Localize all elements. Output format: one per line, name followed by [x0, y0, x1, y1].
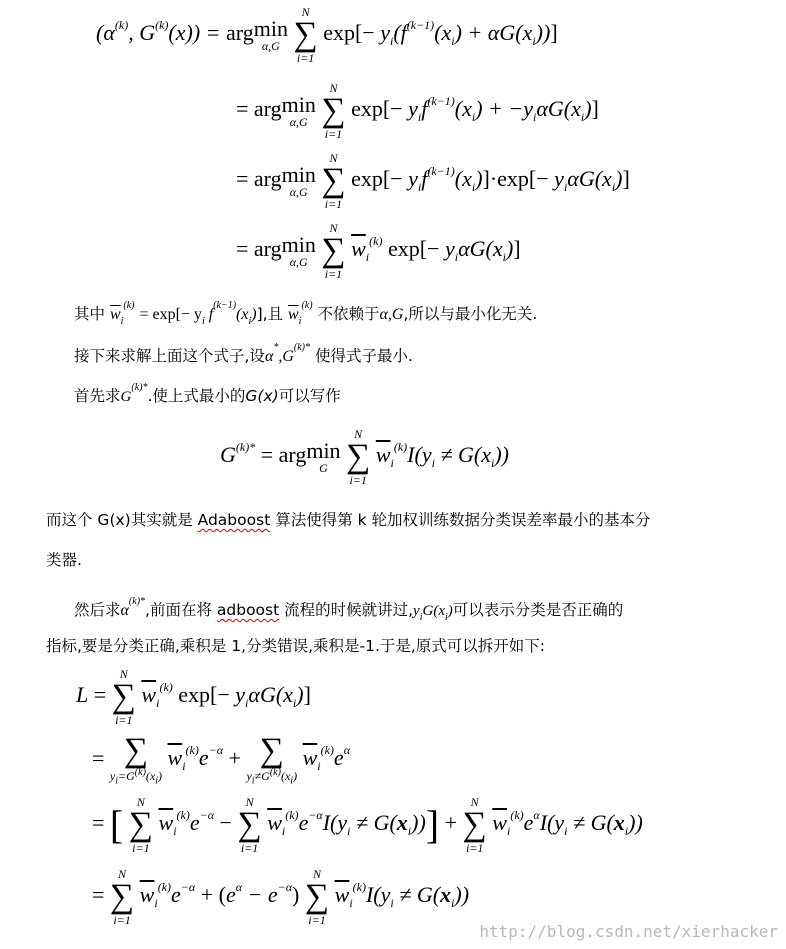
paragraph-6: 指标,要是分类正确,乘积是 1,分类错误,乘积是-1.于是,原式可以拆开如下:	[46, 637, 546, 655]
equation-2: = arg min α,G N ∑ i=1 $\exp[- y_if^{(k-1)}(x_i) + -y_i\alpha G(x_i)]$	[236, 81, 599, 141]
equation-8: = [ N ∑ i=1 $\overline{w}_i^{(k)}e^{-\alpha}$ − N ∑ i=1 $\overline{w}_i^{(k)}e^{-\alpha}I(y_i \ne G(x_i))$] + N ∑ i=1 $\overline{w}_i^{(k)}e^\alpha I(y_i \ne G(x_i))$	[92, 795, 643, 855]
paragraph-4: 而这个 G(x)其实就是 Adaboost 算法使得第 k 轮加权训练数据分类误差率最小的基本分	[46, 511, 651, 529]
spellcheck-word-adboost: adboost	[216, 601, 280, 619]
paragraph-1: 其中 $\overline{w}_i^{(k)} = \exp[- y_i$ $f^{(k-1)}(x_i)$],且 $\overline{w}_i^{(k)}$ 不依赖于α,G,所以与最小化无关.	[74, 300, 538, 327]
equation-1: ($\alpha^{(k)}$, $G^{(k)}(x)$) = arg min α,G N ∑ i=1 $\exp[- y_i(f^{(k-1)}(x_i) + \alpha G(x_i))]$	[96, 5, 558, 65]
spellcheck-word-adaboost: Adaboost	[197, 511, 271, 529]
equation-7: = ∑ $y_i=G^{(k)}(x_i)$ $\overline{w}_i^{(k)}e^{-\alpha}$ + ∑ $y_i\ne G^{(k)}(x_i)$ $\overline{w}_i^{(k)}e^\alpha$	[92, 732, 350, 787]
watermark: http://blog.csdn.net/xierhacker	[479, 922, 778, 941]
equation-text-labels	[0, 0, 1, 1]
paragraph-3: 首先求$G^{(k)*}$.使上式最小的G(x)可以写作	[74, 382, 341, 405]
equation-4: = arg min α,G N ∑ i=1 $\overline{w}_i^{(k)}$ $\exp[- y_i\alpha G(x_i)]$	[236, 221, 521, 281]
equation-6: L = N ∑ i=1 $\overline{w}_i^{(k)}$ $\exp[- y_i\alpha G(x_i)]$	[76, 667, 311, 727]
paragraph-5: 然后求$\alpha^{(k)*}$,前面在将 adboost 流程的时候就讲过$,y_iG(x_i)$可以表示分类是否正确的	[74, 596, 624, 623]
equation-3: = arg min α,G N ∑ i=1 $\exp[- y_if^{(k-1)}(x_i)]\cdot\exp[- y_i\alpha G(x_i)]$	[236, 151, 630, 211]
equation-5: $G^{(k)*}$ = arg min G N ∑ i=1 $\overline{w}_i^{(k)}I(y_i \ne G(x_i))$	[220, 427, 509, 487]
equation-9: = N ∑ i=1 $\overline{w}_i^{(k)}e^{-\alpha} + (e^\alpha - e^{-\alpha})$ N ∑ i=1 $\overline{w}_i^{(k)}I(y_i \ne G(x_i))$	[92, 867, 470, 927]
paragraph-4-cont: 类器.	[46, 551, 82, 569]
paragraph-2: 接下来求解上面这个式子,设$\alpha^*,G^{(k)*}$ 使得式子最小.	[74, 342, 413, 365]
